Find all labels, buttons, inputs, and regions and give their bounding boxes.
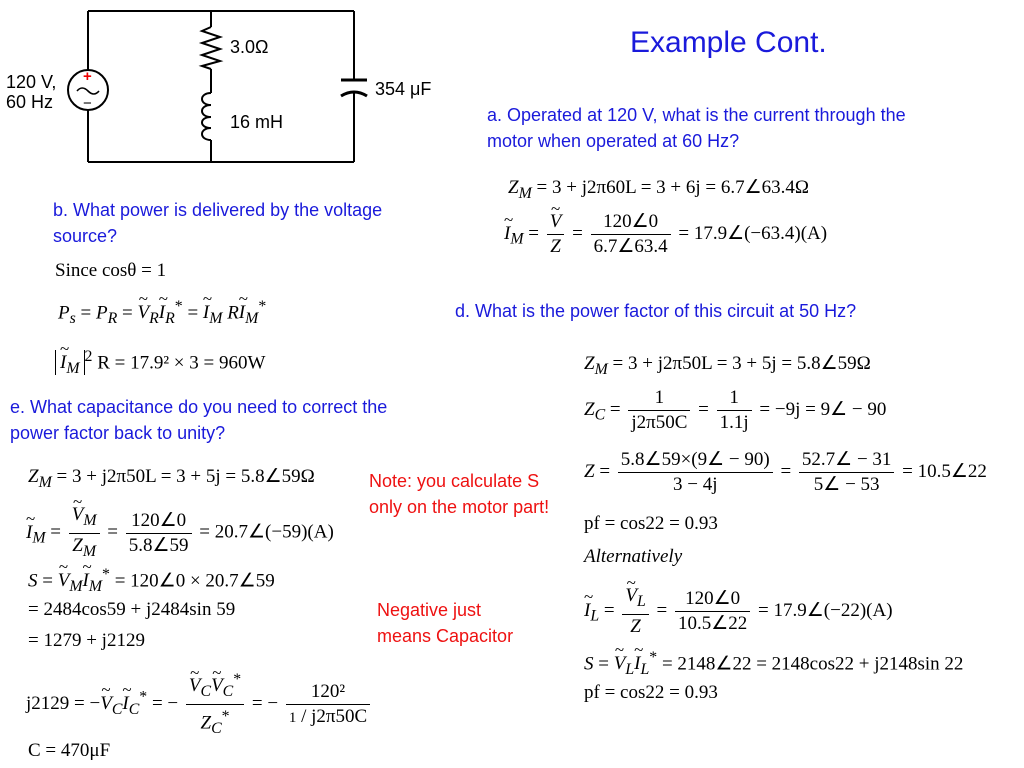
- eq-d-zm: $Z_M = 3 + j2\pi 50L = 3 + 5j$ = 5.8∠59Ω: [584, 353, 871, 378]
- eq-a-den: 6.7∠63.4: [593, 236, 668, 257]
- eq-d-z-den1: 3 − 4j: [673, 474, 718, 495]
- eq-d-pf: pf = cos22 = 0.93: [584, 513, 718, 534]
- source-label: 120 V, 60 Hz: [6, 72, 57, 112]
- eq-d-il: ~ $I_L$ = ~ $\frac{V_L}{Z}$ = $\frac{120\angle 0}{10.5\angle 22}$ = 17.9∠(−22)(A): [584, 584, 893, 639]
- eq-e-zm: $Z_M = 3 + j2\pi 50L = 3 + 5j$ = 5.8∠59Ω: [28, 466, 315, 491]
- eq-a-impedance-text: = 3 + j2π60L = 3 + 6j = 6.7∠63.4Ω: [536, 177, 810, 198]
- eq-d-z-den2: 5∠ − 53: [813, 474, 880, 495]
- eq-d-z-num2: 52.7∠ − 31: [799, 448, 895, 473]
- eq-d-zc-den2: 1.1j: [719, 412, 749, 433]
- eq-b-since: Since cosθ = 1: [55, 260, 167, 281]
- alternatively-label: Alternatively: [584, 546, 683, 567]
- eq-d-zc-num1: 1: [628, 386, 690, 411]
- eq-e-s3: = 1279 + j2129: [28, 630, 145, 651]
- eq-e-im-num: 120∠0: [126, 509, 192, 534]
- eq-b-result-text: R = 17.9² × 3 = 960W: [97, 352, 266, 374]
- circuit-diagram: [0, 0, 440, 175]
- eq-e-im: ~ $I_M$ = ~ $\frac{V_M}{Z_M}$ = $\frac{120\angle 0}{5.8\angle 59}$ = 20.7∠(−59)(A): [26, 503, 334, 564]
- eq-e-qc-num: 120²: [286, 680, 370, 705]
- question-a: a. Operated at 120 V, what is the current through the motor when operated at 60 Hz?: [487, 105, 906, 151]
- eq-d-z: Z = $\frac{5.8\angle 59\times(9\angle - 90)}{3 - 4j}$ = $\frac{52.7\angle - 31}{5\angle - 53}$ = 10.5∠22: [584, 449, 987, 495]
- question-b: b. What power is delivered by the voltage source?: [53, 200, 383, 246]
- inductor-symbol: [202, 93, 211, 140]
- eq-a-impedance: $Z_M = 3 + j2\pi 60L = 3 + 6j$ = 6.7∠63.4Ω: [508, 177, 810, 202]
- eq-d-zc: $Z_C$ = $\frac{1}{j2\pi 50C}$ = $\frac{1}{1.1j}$ = −9j = 9∠ − 90: [584, 387, 887, 433]
- eq-d-il-num: 120∠0: [675, 587, 750, 612]
- capacitor-label: 354 μF: [375, 79, 432, 99]
- eq-e-im-result: = 20.7∠(−59)(A): [199, 521, 334, 543]
- slide-title: Example Cont.: [630, 26, 827, 59]
- eq-b-power: $P_s = P_R$ = ~ $V_R\sim$ $I_R^*$ = ~ $I_M$ R~ $I_M^*$: [58, 298, 266, 328]
- question-d: d. What is the power factor of this circuit at 50 Hz?: [455, 301, 857, 321]
- eq-d-zm-text: = 3 + j2π50L = 3 + 5j = 5.8∠59Ω: [612, 353, 871, 374]
- eq-e-qc-den: j2π50C: [311, 705, 368, 727]
- eq-d-pf2: pf = cos22 = 0.93: [584, 682, 718, 703]
- eq-d-zc-num2: 1: [717, 386, 752, 411]
- eq-e-zm-text: = 3 + j2π50L = 3 + 5j = 5.8∠59Ω: [56, 466, 315, 487]
- source-minus-sign: −: [83, 95, 92, 112]
- eq-d-il-den: 10.5∠22: [678, 612, 748, 634]
- eq-e-qc: j2129 = −~ $V_C\sim$ $I_C^*$ = − ~ $\frac{V_C\sim V_C^*}{Z_C^*}$ = − $\frac{\text{120²}}{1 / j2\pi 50C}$: [26, 668, 373, 741]
- eq-e-s: S = ~ $V_M\sim$ $I_M^*$ = 120∠0 × 20.7∠59: [28, 566, 275, 596]
- eq-e-c: C = 470μF: [28, 740, 111, 761]
- inductor-label: 16 mH: [230, 112, 284, 132]
- eq-e-im-den: 5.8∠59: [128, 534, 189, 556]
- question-e: e. What capacitance do you need to correct the power factor back to unity?: [10, 397, 388, 443]
- eq-e-qc-lhs: j2129 = −: [26, 692, 101, 714]
- source-plus-sign: +: [83, 68, 92, 85]
- eq-d-z-result: = 10.5∠22: [902, 460, 987, 482]
- eq-a-result: = 17.9∠(−63.4)(A): [678, 222, 828, 244]
- eq-e-qc-eq3: = −: [251, 692, 279, 714]
- resistor-label: 3.0Ω: [230, 37, 269, 57]
- eq-e-s2: = 2484cos59 + j2484sin 59: [28, 599, 236, 620]
- eq-d-zc-den1: j2π50C: [631, 412, 688, 433]
- eq-d-zc-result: = −9j = 9∠ − 90: [759, 398, 887, 420]
- eq-d-il-result: = 17.9∠(−22)(A): [758, 599, 893, 621]
- eq-e-s-text: = 120∠0 × 20.7∠59: [114, 570, 275, 592]
- note-s-only-motor: Note: you calculate S only on the motor part!: [369, 471, 550, 517]
- note-negative-capacitor: Negative just means Capacitor: [377, 600, 514, 646]
- eq-a-current: ~ $I_M$ = ~ $\frac{V}{Z}$ = $\frac{120\angle 0}{6.7\angle 63.4}$ = 17.9∠(−63.4)(A): [504, 210, 827, 259]
- eq-b-result: ~ $I_M^2$ R = 17.9² × 3 = 960W: [55, 348, 265, 378]
- eq-d-s-text: = 2148∠22 = 2148cos22 + j2148sin 22: [661, 653, 964, 675]
- eq-d-s: S = ~ $V_L\sim$ $I_L^*$ = 2148∠22 = 2148cos22 + j2148sin 22: [584, 649, 963, 679]
- eq-d-z-num1: 5.8∠59×(9∠ − 90): [618, 448, 773, 473]
- eq-a-num: 120∠0: [591, 210, 671, 235]
- eq-e-qc-den-one: 1: [288, 709, 297, 726]
- resistor-symbol: [202, 27, 220, 69]
- eq-e-qc-eq2: = −: [151, 692, 179, 714]
